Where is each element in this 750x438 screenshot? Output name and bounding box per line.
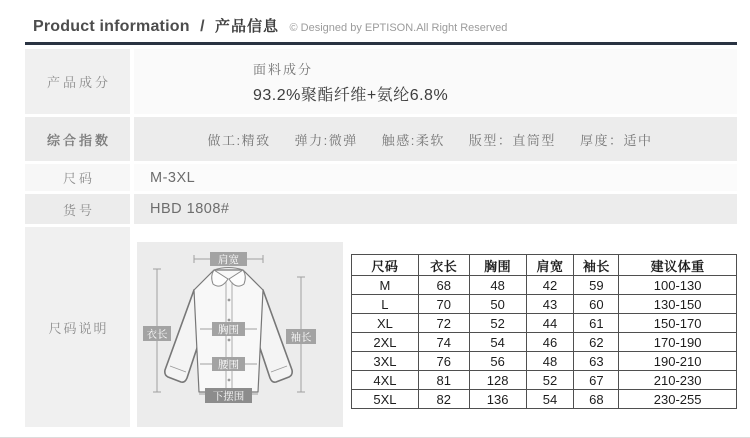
fabric-composition-title: 面料成分 bbox=[253, 61, 314, 77]
table-cell: 2XL bbox=[352, 333, 419, 352]
table-cell: 62 bbox=[574, 333, 619, 352]
quality-metric-elasticity: 弹力:微弹 bbox=[294, 132, 358, 148]
size-table-header-row bbox=[352, 255, 737, 276]
table-cell: 56 bbox=[469, 352, 526, 371]
table-cell: 48 bbox=[526, 352, 574, 371]
table-cell: 74 bbox=[418, 333, 469, 352]
table-cell: 70 bbox=[418, 295, 469, 314]
row-index bbox=[25, 117, 737, 161]
page-header bbox=[0, 0, 750, 36]
table-row-4xl bbox=[352, 371, 737, 390]
table-cell: 61 bbox=[574, 314, 619, 333]
table-cell: 48 bbox=[469, 276, 526, 295]
size-range-value: M-3XL bbox=[134, 164, 737, 191]
row-label-index: 综合指数 bbox=[25, 117, 130, 161]
table-cell: 190-210 bbox=[619, 352, 737, 371]
col-header-size: 尺码 bbox=[352, 255, 419, 276]
table-cell: 4XL bbox=[352, 371, 419, 390]
row-label-composition: 产品成分 bbox=[25, 49, 130, 114]
col-header-length: 衣长 bbox=[418, 255, 469, 276]
table-row-3xl bbox=[352, 352, 737, 371]
table-row-l bbox=[352, 295, 737, 314]
row-label-size: 尺码 bbox=[25, 164, 130, 191]
table-cell: 230-255 bbox=[619, 390, 737, 409]
page-title-en: Product information bbox=[33, 18, 190, 35]
fabric-composition-value: 93.2%聚酯纤维+氨纶6.8% bbox=[253, 86, 449, 104]
table-cell: 136 bbox=[469, 390, 526, 409]
table-cell: 46 bbox=[526, 333, 574, 352]
table-cell: 72 bbox=[418, 314, 469, 333]
table-cell: 42 bbox=[526, 276, 574, 295]
table-cell: 130-150 bbox=[619, 295, 737, 314]
sleeve-length-label: 袖长 bbox=[290, 331, 312, 344]
col-header-chest: 胸围 bbox=[469, 255, 526, 276]
table-cell: 100-130 bbox=[619, 276, 737, 295]
table-cell: 52 bbox=[469, 314, 526, 333]
quality-metric-workmanship: 做工:精致 bbox=[207, 132, 271, 148]
item-number-value: HBD 1808# bbox=[134, 194, 737, 224]
table-cell: 52 bbox=[526, 371, 574, 390]
table-cell: 5XL bbox=[352, 390, 419, 409]
table-row-5xl bbox=[352, 390, 737, 409]
table-row-xl bbox=[352, 314, 737, 333]
header-rule bbox=[25, 42, 737, 45]
row-content-index bbox=[134, 117, 737, 161]
table-cell: 67 bbox=[574, 371, 619, 390]
table-row-2xl bbox=[352, 333, 737, 352]
table-cell: 76 bbox=[418, 352, 469, 371]
info-rows bbox=[25, 49, 737, 427]
table-cell: 63 bbox=[574, 352, 619, 371]
row-label-item-number: 货号 bbox=[25, 194, 130, 224]
row-composition bbox=[25, 49, 737, 114]
col-header-shoulder: 肩宽 bbox=[526, 255, 574, 276]
table-cell: 44 bbox=[526, 314, 574, 333]
table-row-m bbox=[352, 276, 737, 295]
quality-metric-thickness: 厚度：适中 bbox=[579, 132, 653, 148]
title-separator: / bbox=[200, 18, 205, 35]
size-chart-diagram bbox=[137, 242, 343, 427]
table-cell: 210-230 bbox=[619, 371, 737, 390]
table-cell: 128 bbox=[469, 371, 526, 390]
table-cell: 54 bbox=[469, 333, 526, 352]
row-size bbox=[25, 164, 737, 191]
quality-metric-fit: 版型：直筒型 bbox=[468, 132, 556, 148]
table-cell: 82 bbox=[418, 390, 469, 409]
table-cell: 170-190 bbox=[619, 333, 737, 352]
hem-label: 下摆围 bbox=[212, 390, 245, 403]
table-cell: 68 bbox=[574, 390, 619, 409]
waist-label: 腰围 bbox=[218, 359, 239, 371]
table-cell: 150-170 bbox=[619, 314, 737, 333]
row-label-size-guide: 尺码说明 bbox=[25, 227, 130, 427]
copyright-text: © Designed by EPTISON.All Right Reserved bbox=[289, 22, 508, 34]
row-content-composition bbox=[134, 49, 737, 114]
table-cell: 50 bbox=[469, 295, 526, 314]
col-header-sleeve: 袖长 bbox=[574, 255, 619, 276]
garment-length-label: 衣长 bbox=[146, 328, 168, 341]
row-content-size-guide bbox=[134, 227, 737, 427]
table-cell: 59 bbox=[574, 276, 619, 295]
table-cell: 43 bbox=[526, 295, 574, 314]
size-table bbox=[351, 254, 737, 409]
quality-metric-touch: 触感:柔软 bbox=[381, 132, 445, 148]
row-item-number bbox=[25, 194, 737, 224]
row-size-guide bbox=[25, 227, 737, 427]
col-header-weight: 建议体重 bbox=[619, 255, 737, 276]
table-cell: M bbox=[352, 276, 419, 295]
shoulder-width-label: 肩宽 bbox=[218, 254, 239, 266]
table-cell: XL bbox=[352, 314, 419, 333]
table-cell: 60 bbox=[574, 295, 619, 314]
table-cell: L bbox=[352, 295, 419, 314]
page-title-zh: 产品信息 bbox=[215, 18, 280, 35]
shirt-diagram-icon bbox=[137, 242, 343, 427]
table-cell: 54 bbox=[526, 390, 574, 409]
table-cell: 68 bbox=[418, 276, 469, 295]
table-cell: 3XL bbox=[352, 352, 419, 371]
chest-label: 胸围 bbox=[218, 324, 239, 336]
table-cell: 81 bbox=[418, 371, 469, 390]
